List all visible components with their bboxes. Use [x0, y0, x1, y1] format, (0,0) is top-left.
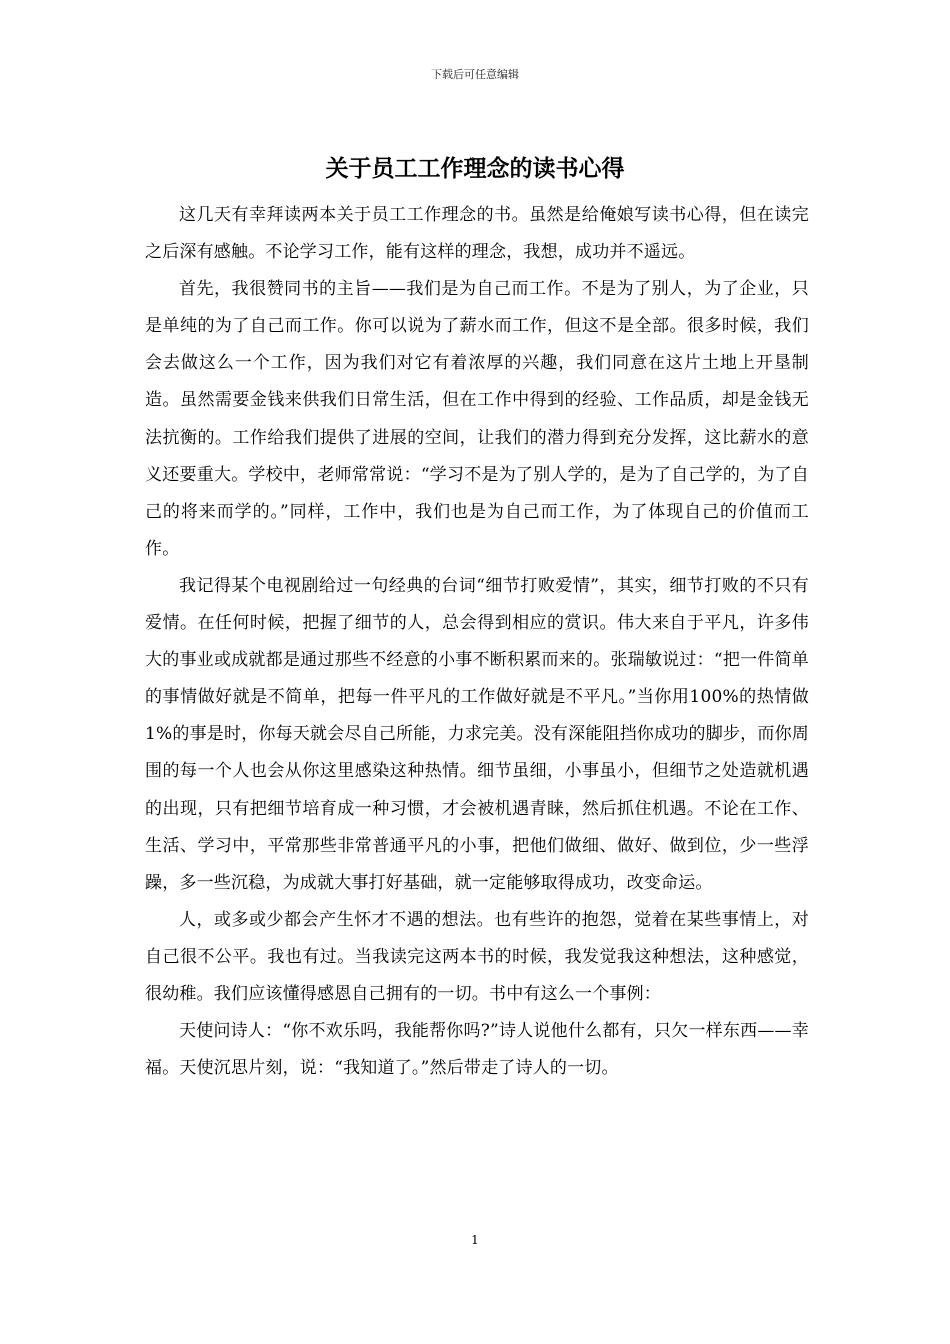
header-note: 下载后可任意编辑 [431, 68, 519, 81]
paragraph: 这几天有幸拜读两本关于员工工作理念的书。虽然是给俺娘写读书心得，但在读完之后深有感触。不论学习工作，能有这样的理念，我想，成功并不遥远。 [145, 205, 809, 263]
page-number: 1 [471, 1233, 479, 1247]
paragraph: 人，或多或少都会产生怀才不遇的想法。也有些许的抱怨，觉着在某些事情上，对自己很不公平。我也有过。当我读完这两本书的时候，我发觉我这种想法，这种感觉，很幼稚。我们应该懂得感恩自己拥有的一切。书中有这么一个事例： [145, 909, 809, 1004]
paragraph: 我记得某个电视剧给过一句经典的台词“细节打败爱情”，其实，细节打败的不只有爱情。在任何时候，把握了细节的人，总会得到相应的赏识。伟大来自于平凡，许多伟大的事业或成就都是通过那些不经意的小事不断积累而来的。张瑞敏说过：“把一件简单的事情做好就是不简单，把每一件平凡的工作做好就是不平凡。”当你用100%的热情做1%的事是时，你每天就会尽自己所能，力求完美。没有深能阻挡你成功的脚步，而你周围的每一个人也会从你这里感染这种热情。细节虽细，小事虽小，但细节之处造就机遇的出现，只有把细节培育成一种习惯，才会被机遇青睐，然后抓住机遇。不论在工作、生活、学习中，平常那些非常普通平凡的小事，把他们做细、做好、做到位，少一些浮躁，多一些沉稳，为成就大事打好基础，就一定能够取得成功，改变命运。 [145, 575, 809, 893]
document-title: 关于员工工作理念的读书心得 [325, 155, 625, 182]
paragraph: 首先，我很赞同书的主旨——我们是为自己而工作。不是为了别人，为了企业，只是单纯的为了自己而工作。你可以说为了薪水而工作，但这不是全部。很多时候，我们会去做这么一个工作，因为我们对它有着浓厚的兴趣，我们同意在这片土地上开垦制造。虽然需要金钱来供我们日常生活，但在工作中得到的经验、工作品质，却是金钱无法抗衡的。工作给我们提供了进展的空间，让我们的潜力得到充分发挥，这比薪水的意义还要重大。学校中，老师常常说：“学习不是为了别人学的，是为了自己学的，为了自己的将来而学的。”同样，工作中，我们也是为自己而工作，为了体现自己的价值而工作。 [145, 279, 809, 559]
document-body [145, 197, 809, 1087]
paragraph: 天使问诗人：“你不欢乐吗，我能帮你吗?”诗人说他什么都有，只欠一样东西——幸福。天使沉思片刻，说：“我知道了。”然后带走了诗人的一切。 [145, 1021, 809, 1079]
